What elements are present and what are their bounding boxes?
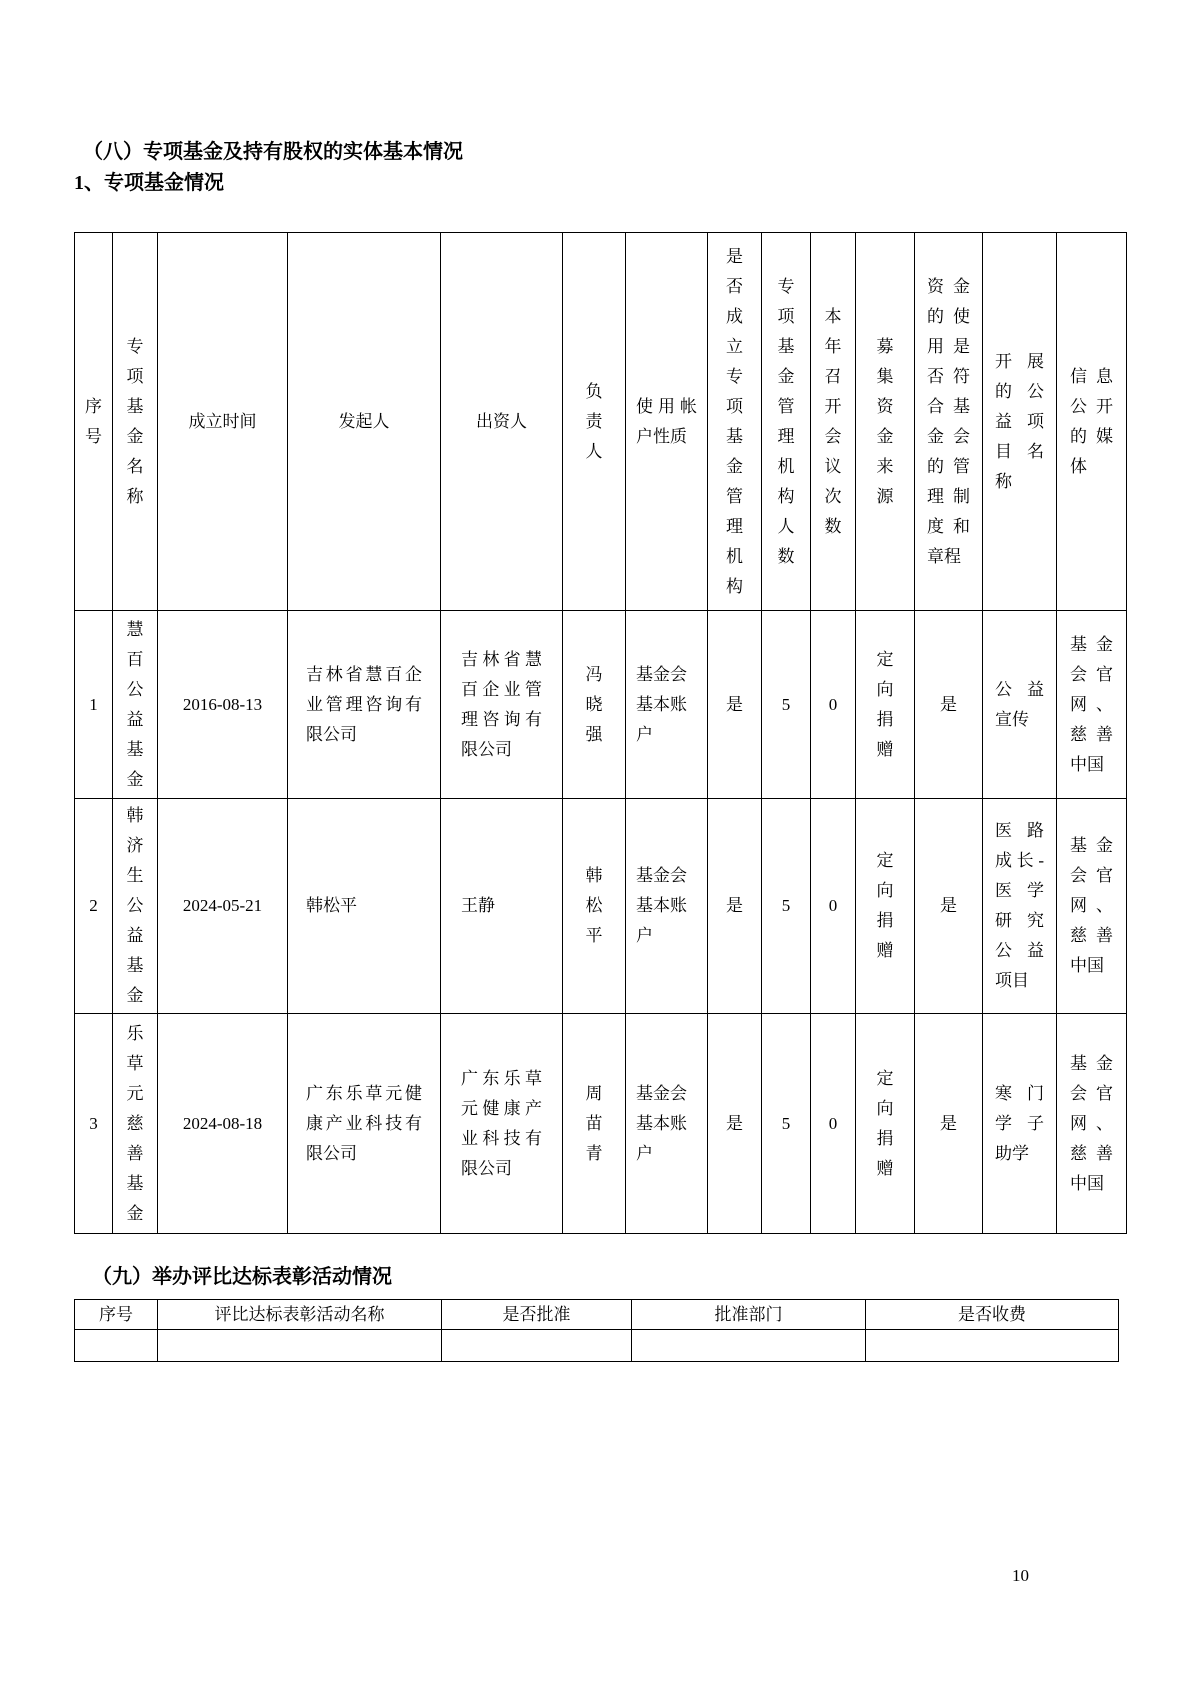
commendation-activities-table — [74, 1299, 1119, 1362]
cell-mgmt-org-headcount: 5 — [762, 611, 811, 799]
cell-index: 2 — [75, 799, 113, 1014]
cell-established-date: 2024-05-21 — [158, 799, 288, 1014]
cell-fund-source: 定向捐赠 — [856, 1014, 915, 1234]
header-row — [75, 1300, 1119, 1330]
cell-meeting-count: 0 — [811, 611, 856, 799]
cell-initiator: 广东乐草元健康产业科技有限公司 — [288, 1014, 441, 1234]
cell-mgmt-org-established: 是 — [708, 799, 762, 1014]
cell-fund-source: 定向捐赠 — [856, 799, 915, 1014]
cell-contributor: 王静 — [441, 799, 563, 1014]
cell-fund-name: 乐草元慈善基金 — [113, 1014, 158, 1234]
cell-established-date: 2016-08-13 — [158, 611, 288, 799]
cell-account-type: 基金会基本账户 — [626, 1014, 708, 1234]
fund-row — [75, 611, 1127, 799]
cell-fees-charged — [866, 1330, 1119, 1362]
cell-mgmt-org-headcount: 5 — [762, 1014, 811, 1234]
header-principal: 负责人 — [563, 233, 626, 611]
cell-initiator: 韩松平 — [288, 799, 441, 1014]
cell-approving-department — [632, 1330, 866, 1362]
special-funds-table — [74, 232, 1127, 1234]
header-activity-name: 评比达标表彰活动名称 — [158, 1300, 442, 1330]
section8-subtitle: 1、专项基金情况 — [74, 172, 224, 194]
cell-disclosure-media: 基金会官网、慈善中国 — [1057, 799, 1127, 1014]
header-account-type: 使用帐户性质 — [626, 233, 708, 611]
cell-fund-source: 定向捐赠 — [856, 611, 915, 799]
cell-meeting-count: 0 — [811, 1014, 856, 1234]
header-approved: 是否批准 — [442, 1300, 632, 1330]
section8-title: （八）专项基金及持有股权的实体基本情况 — [83, 141, 463, 163]
cell-account-type: 基金会基本账户 — [626, 611, 708, 799]
header-initiator: 发起人 — [288, 233, 441, 611]
cell-usage-compliance: 是 — [915, 799, 983, 1014]
cell-approved — [442, 1330, 632, 1362]
header-established-date: 成立时间 — [158, 233, 288, 611]
cell-initiator: 吉林省慧百企业管理咨询有限公司 — [288, 611, 441, 799]
header-fund-name: 专项基金名称 — [113, 233, 158, 611]
fund-row — [75, 1014, 1127, 1234]
cell-mgmt-org-established: 是 — [708, 611, 762, 799]
page-number: 10 — [1012, 1566, 1029, 1585]
fund-row — [75, 799, 1127, 1014]
header-project-name: 开展的公益项目名称 — [983, 233, 1057, 611]
cell-principal: 周苗青 — [563, 1014, 626, 1234]
header-mgmt-org-headcount: 专项基金管理机构人数 — [762, 233, 811, 611]
cell-mgmt-org-established: 是 — [708, 1014, 762, 1234]
header-row — [75, 233, 1127, 611]
cell-project-name: 公益宣传 — [983, 611, 1057, 799]
header-index: 序号 — [75, 233, 113, 611]
cell-project-name: 寒门学子助学 — [983, 1014, 1057, 1234]
cell-index — [75, 1330, 158, 1362]
cell-contributor: 吉林省慧百企业管理咨询有限公司 — [441, 611, 563, 799]
cell-principal: 冯晓强 — [563, 611, 626, 799]
cell-disclosure-media: 基金会官网、慈善中国 — [1057, 1014, 1127, 1234]
cell-contributor: 广东乐草元健康产业科技有限公司 — [441, 1014, 563, 1234]
cell-disclosure-media: 基金会官网、慈善中国 — [1057, 611, 1127, 799]
cell-principal: 韩松平 — [563, 799, 626, 1014]
header-approving-department: 批准部门 — [632, 1300, 866, 1330]
cell-fund-name: 慧百公益基金 — [113, 611, 158, 799]
cell-index: 1 — [75, 611, 113, 799]
header-fees-charged: 是否收费 — [866, 1300, 1119, 1330]
header-usage-compliance: 资金的使用是否符合基金会的管理制度和章程 — [915, 233, 983, 611]
cell-index: 3 — [75, 1014, 113, 1234]
cell-established-date: 2024-08-18 — [158, 1014, 288, 1234]
cell-usage-compliance: 是 — [915, 611, 983, 799]
header-meeting-count: 本年召开会议次数 — [811, 233, 856, 611]
cell-activity-name — [158, 1330, 442, 1362]
empty-row — [75, 1330, 1119, 1362]
cell-fund-name: 韩济生公益基金 — [113, 799, 158, 1014]
cell-account-type: 基金会基本账户 — [626, 799, 708, 1014]
header-contributor: 出资人 — [441, 233, 563, 611]
cell-mgmt-org-headcount: 5 — [762, 799, 811, 1014]
header-fund-source: 募集资金来源 — [856, 233, 915, 611]
cell-usage-compliance: 是 — [915, 1014, 983, 1234]
header-disclosure-media: 信息公开的媒体 — [1057, 233, 1127, 611]
header-index: 序号 — [75, 1300, 158, 1330]
cell-project-name: 医路成长-医学研究公益项目 — [983, 799, 1057, 1014]
header-mgmt-org-established: 是否成立专项基金管理机构 — [708, 233, 762, 611]
cell-meeting-count: 0 — [811, 799, 856, 1014]
section9-title: （九）举办评比达标表彰活动情况 — [92, 1266, 392, 1288]
